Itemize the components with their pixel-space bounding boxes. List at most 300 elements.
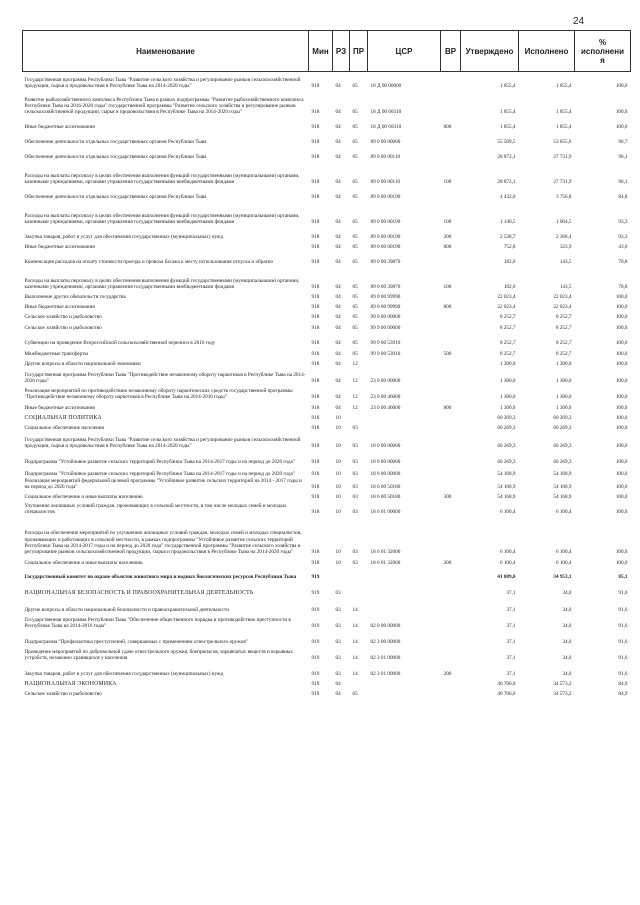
row-csr: 99 0 00 00000 xyxy=(370,314,401,321)
row-approved: 55 509,5 xyxy=(497,139,516,146)
row-executed: 6 100,4 xyxy=(555,509,572,516)
row-pr: 05 xyxy=(352,179,358,186)
row-csr xyxy=(368,688,441,698)
table-row xyxy=(23,241,631,251)
table-row xyxy=(23,501,631,516)
row-vr xyxy=(441,251,461,266)
row-rz: 10 xyxy=(335,549,341,556)
row-pr: 05 xyxy=(352,124,358,131)
row-percent: 84,9 xyxy=(618,691,628,698)
table-row xyxy=(23,301,631,311)
row-percent: 78,8 xyxy=(618,259,628,266)
row-percent: 91,6 xyxy=(618,671,628,678)
header-percent xyxy=(575,31,631,72)
row-percent: 96,7 xyxy=(618,139,628,146)
header-name: Наименование xyxy=(23,31,309,72)
row-approved: 40 706,0 xyxy=(497,681,516,688)
row-vr xyxy=(441,501,461,516)
row-name: Государственная программа Республики Тыва "Противодействие незаконному обороту наркотиков в Республике Тыва на 2014-2016 годы" xyxy=(24,371,306,385)
row-percent: 84,9 xyxy=(618,681,628,688)
row-pr: 03 xyxy=(352,494,358,501)
row-approved: 1 855,4 xyxy=(499,109,516,116)
row-executed: 1 300,0 xyxy=(555,361,572,368)
row-csr: 89 0 00 00000 xyxy=(370,139,401,146)
row-rz: 03 xyxy=(335,590,341,597)
row-percent: 85,1 xyxy=(618,574,628,581)
row-name: Другие вопросы в области национальной экономики xyxy=(24,361,141,368)
row-name: Государственная программа Республики Тыва "Обеспечение общественного порядка и противодействие преступности в Республике Тыва на 2014-2016 годы" xyxy=(24,616,291,630)
table-row xyxy=(23,478,631,491)
row-min: 918 xyxy=(311,83,320,90)
header-approved: Утверждено xyxy=(461,31,519,72)
row-min: 918 xyxy=(311,259,320,266)
row-percent: 91,6 xyxy=(618,623,628,630)
row-rz: 04 xyxy=(335,219,341,226)
row-min: 918 xyxy=(311,219,320,226)
row-rz: 04 xyxy=(335,124,341,131)
row-csr: 18 6 01 00000 xyxy=(370,509,401,516)
table-row xyxy=(23,556,631,567)
row-name: НАЦИОНАЛЬНАЯ ЭКОНОМИКА xyxy=(24,681,117,688)
row-name: Улучшение жилищных условий граждан, проживающих в сельской местности, в том числе молодых семей и молодых специалистов xyxy=(24,502,287,516)
row-percent: 93,3 xyxy=(618,234,628,241)
header-percent-line2: исполнени xyxy=(581,46,624,56)
table-row xyxy=(23,131,631,146)
table-row xyxy=(23,201,631,226)
row-name: Подпрограмма "Профилактика преступлений, совершаемых с применением огнестрельного оружия" xyxy=(24,639,249,646)
table-row xyxy=(23,491,631,501)
row-vr: 800 xyxy=(443,244,452,251)
row-rz: 03 xyxy=(335,607,341,614)
row-csr: 89 0 00 00110 xyxy=(370,154,401,161)
row-percent: 100,0 xyxy=(615,378,628,385)
row-name: Компенсация расходов на оплату стоимости проезда и провоза багажа к месту использования отпуска и обратно xyxy=(24,259,274,266)
table-row xyxy=(23,450,631,466)
row-min: 918 xyxy=(311,494,320,501)
row-csr: 23 0 00 46000 xyxy=(370,394,401,401)
row-percent: 100,0 xyxy=(615,351,628,358)
row-approved: 37,1 xyxy=(506,590,516,597)
row-percent: 84,8 xyxy=(618,194,628,201)
row-approved: 182,0 xyxy=(503,284,516,291)
row-rz: 04 xyxy=(335,179,341,186)
table-row xyxy=(23,358,631,368)
row-executed: 6 100,4 xyxy=(555,549,572,556)
table-row xyxy=(23,567,631,581)
row-csr: 02 3 01 00000 xyxy=(370,655,401,662)
row-vr xyxy=(441,146,461,161)
row-csr: 89 0 00 99990 xyxy=(370,294,401,301)
row-rz: 10 xyxy=(335,560,341,567)
row-pr: 05 xyxy=(352,109,358,116)
row-approved: 41 089,0 xyxy=(497,574,516,581)
header-pr: ПР xyxy=(350,31,368,72)
row-vr: 100 xyxy=(443,219,452,226)
row-pr: 03 xyxy=(352,509,358,516)
row-name: Закупка товаров, работ и услуг для обеспечения государственных (муниципальных) нужд xyxy=(24,234,224,241)
row-min: 919 xyxy=(311,607,320,614)
table-row xyxy=(23,385,631,401)
row-min: 918 xyxy=(311,443,320,450)
row-pr: 05 xyxy=(352,194,358,201)
row-executed: 8 252,7 xyxy=(555,340,572,347)
table-row xyxy=(23,401,631,412)
row-csr xyxy=(368,597,441,614)
row-percent: 100,0 xyxy=(615,549,628,556)
row-percent: 100,0 xyxy=(615,509,628,516)
row-percent: 43,0 xyxy=(618,244,628,251)
row-rz: 03 xyxy=(335,639,341,646)
row-min: 918 xyxy=(311,394,320,401)
row-vr xyxy=(441,72,461,90)
row-vr: 800 xyxy=(443,124,452,131)
table-row xyxy=(23,630,631,646)
row-csr xyxy=(368,581,441,597)
row-pr xyxy=(350,678,368,688)
table-row xyxy=(23,321,631,332)
row-min: 918 xyxy=(311,560,320,567)
row-pr: 05 xyxy=(352,219,358,226)
row-vr xyxy=(441,646,461,662)
row-min: 918 xyxy=(311,325,320,332)
row-percent: 100,0 xyxy=(615,494,628,501)
row-pr: 05 xyxy=(352,234,358,241)
row-vr xyxy=(441,432,461,450)
row-rz: 04 xyxy=(335,194,341,201)
row-percent: 91,6 xyxy=(618,639,628,646)
table-row xyxy=(23,72,631,90)
table-row xyxy=(23,422,631,432)
row-executed: 1 855,4 xyxy=(555,83,572,90)
table-row xyxy=(23,432,631,450)
row-rz: 04 xyxy=(335,325,341,332)
row-rz: 10 xyxy=(335,509,341,516)
row-csr: 89 0 00 39870 xyxy=(370,259,401,266)
row-executed: 27 731,9 xyxy=(553,154,572,161)
row-executed: 1 300,0 xyxy=(555,405,572,412)
row-vr xyxy=(441,614,461,630)
row-vr: 300 xyxy=(443,494,452,501)
row-executed: 8 252,7 xyxy=(555,325,572,332)
row-rz: 04 xyxy=(335,284,341,291)
header-percent-line1: % xyxy=(598,37,607,47)
row-pr xyxy=(350,567,368,581)
row-min: 918 xyxy=(311,378,320,385)
row-executed: 34 573,2 xyxy=(553,681,572,688)
row-approved: 54 168,9 xyxy=(497,471,516,478)
row-csr: 02 0 00 00000 xyxy=(370,623,401,630)
row-percent: 100,0 xyxy=(615,443,628,450)
row-approved: 37,1 xyxy=(506,623,516,630)
row-min: 918 xyxy=(311,139,320,146)
row-csr: 89 0 00 00190 xyxy=(370,234,401,241)
row-vr xyxy=(441,516,461,556)
row-pr: 03 xyxy=(352,560,358,567)
row-rz: 10 xyxy=(335,459,341,466)
row-csr: 89 0 00 00110 xyxy=(370,179,401,186)
row-pr: 03 xyxy=(352,425,358,432)
table-row xyxy=(23,466,631,478)
row-name: Субвенции на проведение Всероссийской сельскохозяйственной переписи в 2016 году xyxy=(24,340,216,347)
row-min: 919 xyxy=(311,574,320,581)
row-rz xyxy=(333,567,350,581)
row-name: Развитие рыбохозяйственного комплекса Республики Тыва в рамках подпрограммы "Развитие рыбохозяйственного комплекса Республики Тыва на 2016-2020 годы" государственной программы "Развитие сельского хозяйства и регулирование рынков сельскохозяйственной продукции, сырья и продовольствия в Республике Тыва на 2014-2020 годы" xyxy=(24,96,304,116)
row-percent: 100,0 xyxy=(615,83,628,90)
row-percent: 100,0 xyxy=(615,294,628,301)
row-approved: 752,8 xyxy=(503,244,516,251)
row-executed: 8 252,7 xyxy=(555,351,572,358)
row-percent: 96,1 xyxy=(618,154,628,161)
row-min: 918 xyxy=(311,425,320,432)
row-vr: 200 xyxy=(443,671,452,678)
row-pr: 03 xyxy=(352,443,358,450)
row-approved: 6 100,4 xyxy=(499,509,516,516)
row-min: 918 xyxy=(311,340,320,347)
row-executed: 143,5 xyxy=(559,259,572,266)
row-min: 918 xyxy=(311,459,320,466)
row-csr: 18 6 00 00000 xyxy=(370,459,401,466)
row-csr: 89 0 00 99990 xyxy=(370,304,401,311)
row-pr: 05 xyxy=(352,351,358,358)
row-min: 918 xyxy=(311,405,320,412)
row-csr: 18 6 00 50180 xyxy=(370,484,401,491)
row-rz: 04 xyxy=(335,244,341,251)
row-csr: 18 6 01 32000 xyxy=(370,549,401,556)
row-approved: 60 269,3 xyxy=(497,443,516,450)
row-name: Выполнение других обязательств государства xyxy=(24,294,126,301)
row-vr xyxy=(441,321,461,332)
row-approved: 8 252,7 xyxy=(499,314,516,321)
row-percent: 100,0 xyxy=(615,560,628,567)
row-executed: 323,9 xyxy=(559,244,572,251)
table-row xyxy=(23,186,631,201)
row-approved: 37,1 xyxy=(506,607,516,614)
row-vr xyxy=(441,478,461,491)
row-vr: 100 xyxy=(443,284,452,291)
row-rz: 04 xyxy=(335,294,341,301)
row-name: Иные бюджетные ассигнования xyxy=(24,244,95,251)
row-pr: 12 xyxy=(352,405,358,412)
row-min: 919 xyxy=(311,590,320,597)
table-row xyxy=(23,251,631,266)
row-name: Обеспечение деятельности отдельных государственных органов Республики Тыва xyxy=(24,139,207,146)
row-rz: 10 xyxy=(335,471,341,478)
row-name: Социальное обеспечение населения xyxy=(24,425,104,432)
row-executed: 6 100,4 xyxy=(555,560,572,567)
row-executed: 1 300,0 xyxy=(555,378,572,385)
row-csr: 02 3 00 00000 xyxy=(370,639,401,646)
row-vr xyxy=(441,597,461,614)
row-csr: 18 6 00 00000 xyxy=(370,471,401,478)
row-executed: 2 368,4 xyxy=(555,234,572,241)
row-percent: 100,0 xyxy=(615,340,628,347)
row-rz: 04 xyxy=(335,109,341,116)
row-rz: 04 xyxy=(335,314,341,321)
row-csr: 18 6 00 50180 xyxy=(370,494,401,501)
row-rz: 04 xyxy=(335,378,341,385)
row-min: 919 xyxy=(311,691,320,698)
row-pr xyxy=(350,412,368,422)
row-rz: 10 xyxy=(335,425,341,432)
row-approved: 1 140,5 xyxy=(499,219,516,226)
row-name: Сельское хозяйство и рыболовство xyxy=(24,325,102,332)
row-pr: 05 xyxy=(352,139,358,146)
row-vr xyxy=(441,412,461,422)
row-name: Другие вопросы в области национальной безопасности и правоохранительной деятельности xyxy=(24,607,229,614)
row-min: 919 xyxy=(311,671,320,678)
row-name: Межбюджетные трансферты xyxy=(24,351,89,358)
row-csr xyxy=(368,358,441,368)
row-csr: 18 Д 00 60310 xyxy=(370,124,402,131)
row-name: Расходы на выплаты персоналу в целях обеспечения выполнения функций государственными (муниципальными) органами, казенными учреждениями, органами управления государственными внебюджетными фондами xyxy=(24,277,300,291)
row-rz: 10 xyxy=(335,484,341,491)
row-executed: 34,0 xyxy=(562,671,572,678)
row-name: Социальное обеспечение и иные выплаты населению xyxy=(24,560,143,567)
table-row xyxy=(23,332,631,347)
row-executed: 22 023,4 xyxy=(553,304,572,311)
row-executed: 54 168,9 xyxy=(553,494,572,501)
row-rz: 04 xyxy=(335,394,341,401)
row-min: 918 xyxy=(311,109,320,116)
row-csr xyxy=(368,567,441,581)
row-percent: 100,0 xyxy=(615,471,628,478)
row-percent: 100,0 xyxy=(615,484,628,491)
row-rz: 04 xyxy=(335,340,341,347)
row-name: Государственная программа Республики Тыва "Развитие сельского хозяйства и регулирование рынков сельскохозяйственной продукции, сырья и продовольствия в Республике Тыва на 2014-2020 годы" xyxy=(24,436,301,450)
row-vr xyxy=(441,630,461,646)
row-min: 918 xyxy=(311,234,320,241)
table-row xyxy=(23,266,631,291)
row-name: Сельское хозяйство и рыболовство xyxy=(24,691,102,698)
row-pr: 05 xyxy=(352,259,358,266)
row-name: Подпрограмма "Устойчивое развитие сельских территорий Республики Тыва на 2014-2017 годы и на период до 2020 года" xyxy=(24,471,295,478)
table-row xyxy=(23,662,631,678)
table-row xyxy=(23,646,631,662)
row-approved: 40 706,0 xyxy=(497,691,516,698)
row-executed: 34,0 xyxy=(562,639,572,646)
row-csr: 99 9 00 00000 xyxy=(370,325,401,332)
row-rz: 04 xyxy=(335,83,341,90)
row-approved: 54 168,9 xyxy=(497,484,516,491)
row-name: Иные бюджетные ассигнования xyxy=(24,304,95,311)
row-pr: 05 xyxy=(352,284,358,291)
row-vr xyxy=(441,358,461,368)
row-pr: 05 xyxy=(352,691,358,698)
row-pr: 05 xyxy=(352,154,358,161)
row-approved: 22 023,4 xyxy=(497,304,516,311)
row-min: 918 xyxy=(311,415,320,422)
row-vr: 800 xyxy=(443,304,452,311)
row-approved: 54 168,9 xyxy=(497,494,516,501)
row-min: 918 xyxy=(311,124,320,131)
row-name: СОЦИАЛЬНАЯ ПОЛИТИКА xyxy=(24,415,102,422)
table-row xyxy=(23,116,631,131)
row-percent: 100,0 xyxy=(615,459,628,466)
row-percent: 96,1 xyxy=(618,179,628,186)
row-vr xyxy=(441,186,461,201)
row-rz: 03 xyxy=(335,655,341,662)
row-executed: 8 252,7 xyxy=(555,314,572,321)
row-name: Подпрограмма "Устойчивое развитие сельских территорий Республики Тыва на 2014-2017 годы и на период до 2020 года" xyxy=(24,459,295,466)
row-executed: 34,0 xyxy=(562,607,572,614)
row-approved: 8 252,7 xyxy=(499,340,516,347)
row-approved: 22 023,4 xyxy=(497,294,516,301)
row-executed: 34 953,1 xyxy=(553,574,572,581)
table-header-row xyxy=(23,31,631,72)
row-approved: 1 300,0 xyxy=(499,405,516,412)
row-pr: 03 xyxy=(352,471,358,478)
row-pr: 05 xyxy=(352,294,358,301)
row-approved: 4 432,0 xyxy=(499,194,516,201)
row-rz: 04 xyxy=(335,154,341,161)
row-name: Расходы на обеспечение мероприятий по улучшению жилищных условий граждан, молодых семей и молодых специалистов, проживающих и работающих в сельской местности, в рамках подпрограммы "Устойчивое развитие сельских территорий Республики Тыва на 2014-2017 годы и на период до 2020 года" государственной программы "Развитие сельского хозяйства и регулирование рынков сельскохозяйственной продукции, сырья и продовольствия в Республике Тыва на 2014-2020 годы" xyxy=(24,530,302,556)
row-min: 919 xyxy=(311,655,320,662)
row-rz: 04 xyxy=(335,139,341,146)
row-vr: 500 xyxy=(443,351,452,358)
row-pr: 12 xyxy=(352,378,358,385)
row-approved: 8 252,7 xyxy=(499,351,516,358)
header-rz: РЗ xyxy=(333,31,350,72)
row-csr: 18 Д 00 60310 xyxy=(370,109,402,116)
row-rz: 04 xyxy=(335,691,341,698)
row-pr: 05 xyxy=(352,244,358,251)
row-vr xyxy=(441,466,461,478)
row-min: 918 xyxy=(311,154,320,161)
row-approved: 6 100,4 xyxy=(499,560,516,567)
row-executed: 143,5 xyxy=(559,284,572,291)
row-csr xyxy=(368,422,441,432)
row-approved: 60 269,3 xyxy=(497,425,516,432)
row-executed: 34,0 xyxy=(562,590,572,597)
row-executed: 60 269,3 xyxy=(553,415,572,422)
row-percent: 93,3 xyxy=(618,219,628,226)
row-executed: 1 855,4 xyxy=(555,124,572,131)
row-min: 918 xyxy=(311,304,320,311)
row-csr: 99 9 00 53910 xyxy=(370,351,401,358)
row-csr xyxy=(368,678,441,688)
row-name: Обеспечение деятельности отдельных государственных органов Республики Тыва xyxy=(24,194,207,201)
row-name: Проведение мероприятий по добровольной сдаче огнестрельного оружия, боеприпасов, взрывчатых веществ и взрывных устройств, незаконно хранящихся у населения xyxy=(24,648,293,662)
row-min: 918 xyxy=(311,194,320,201)
row-executed: 54 168,9 xyxy=(553,471,572,478)
row-rz: 04 xyxy=(335,405,341,412)
row-percent: 100,0 xyxy=(615,109,628,116)
row-pr: 14 xyxy=(352,639,358,646)
row-approved: 60 269,3 xyxy=(497,459,516,466)
row-min: 918 xyxy=(311,294,320,301)
row-percent: 100,0 xyxy=(615,425,628,432)
row-pr: 05 xyxy=(352,314,358,321)
row-min: 918 xyxy=(311,314,320,321)
header-csr: ЦСР xyxy=(368,31,441,72)
row-approved: 1 855,4 xyxy=(499,83,516,90)
row-percent: 91,6 xyxy=(618,655,628,662)
row-name: Реализация мероприятий федеральной целевой программы "Устойчивое развитие сельских территорий на 2014 - 2017 годы и на период до 2020 года" xyxy=(24,477,302,491)
row-vr xyxy=(441,450,461,466)
table-row xyxy=(23,146,631,161)
row-vr xyxy=(441,567,461,581)
row-csr: 02 3 01 00000 xyxy=(370,671,401,678)
row-pr: 03 xyxy=(352,484,358,491)
row-executed: 1 300,0 xyxy=(555,394,572,401)
row-vr xyxy=(441,422,461,432)
table-row xyxy=(23,161,631,186)
row-vr: 200 xyxy=(443,234,452,241)
row-pr: 14 xyxy=(352,607,358,614)
header-vr: ВР xyxy=(441,31,461,72)
row-percent: 100,0 xyxy=(615,314,628,321)
table-row xyxy=(23,614,631,630)
